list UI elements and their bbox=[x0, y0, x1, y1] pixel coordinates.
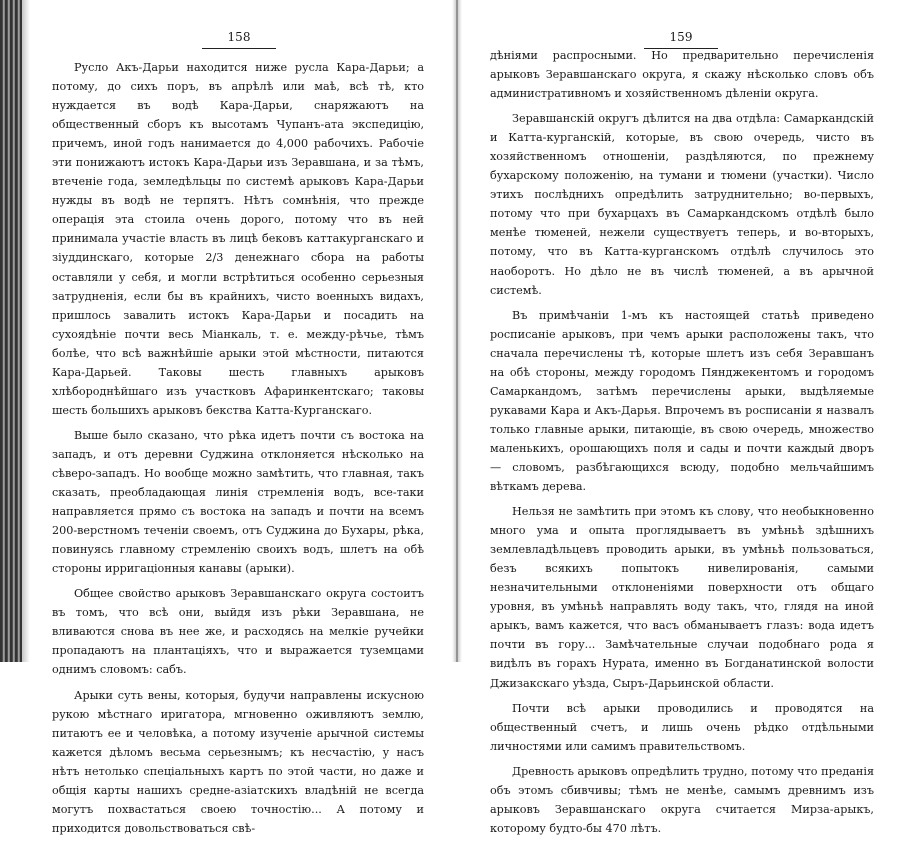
paragraph: дѣніями распросными. Но предварительно перечисленія арыковъ Зеравшанскаго округа, я скажу нѣсколько словъ объ административномъ и хозяйственномъ дѣленіи округа. bbox=[490, 49, 874, 101]
paragraph: Арыки суть вены, которыя, будучи направлены искусною рукою мѣстнаго иригатора, мгновенно оживляютъ землю, питаютъ ее и человѣка, а потому изученіе арычной системы кажется дѣломъ весьма серьезнымъ; къ несчастію, у насъ нѣтъ нетолько спеціальныхъ картъ по этой части, но даже и общія карты нашихъ средне-азіатскихъ владѣній не всегда могутъ похвастаться своею точностію... А потому и приходится довольствоваться свѣ- bbox=[52, 688, 424, 835]
paragraph: Въ примѣчаніи 1-мъ къ настоящей статьѣ приведено росписаніе арыковъ, при чемъ арыки расположены такъ, что сначала перечислены тѣ, которые шлетъ изъ себя Зеравшанъ на обѣ стороны, между городомъ Пянджекентомъ и городомъ Самаркандомъ, затѣмъ перечислены арыки, выдѣляемые рукавами Кара и Акъ-Дарья. Впрочемъ въ росписаніи я назвалъ только главные арыки, питающіе, въ свою очередь, множество маленькихъ, орошающихъ поля и сады и почти каждый дворъ — словомъ, разбѣгающихся всюду, подобно мельчайшимъ вѣткамъ дерева. bbox=[490, 308, 874, 494]
paragraph: Древность арыковъ опредѣлить трудно, потому что преданія объ этомъ сбивчивы; тѣмъ не менѣе, самымъ древнимъ изъ арыковъ Зеравшанскаго округа считается Мирза-арыкъ, которому будто-бы 470 лѣтъ. bbox=[490, 764, 874, 835]
page-number: 158 bbox=[214, 30, 264, 46]
page-body bbox=[490, 46, 874, 844]
book-gutter bbox=[452, 0, 462, 662]
page-number: 159 bbox=[656, 30, 706, 46]
left-page bbox=[38, 0, 440, 835]
paragraph: Русло Акъ-Дарьи находится ниже русла Кара-Дарьи; а потому, до сихъ поръ, въ апрѣлѣ или маѣ, всѣ тѣ, кто нуждается въ водѣ Кара-Дарьи, снаряжаютъ на общественный сборъ къ высотамъ Чупанъ-ата экспедицію, причемъ, иной годъ нанимается до 4,000 рабочихъ. Рабочіе эти понижаютъ истокъ Кара-Дарьи изъ Зеравшана, и за тѣмъ, втеченіе года, земледѣльцы по системѣ арыковъ Кара-Дарьи нужды въ водѣ не терпятъ. Нѣтъ сомнѣнія, что прежде операція эта стоила очень дорого, потому что въ ней принимала участіе власть въ лицѣ бековъ каттакурганскаго и зіуддинскаго, которые 2/3 денежнаго сбора на работы оставляли у себя, и могли встрѣтиться особенно серьезныя затрудненія, если бы въ крайнихъ, чисто военныхъ видахъ, пришлось завалить истокъ Кара-Дарьи и посадить на сухоядѣніе почти весь Міанкаль, т. е. между-рѣчье, тѣмъ болѣе, что всѣ важнѣйшіе арыки этой мѣстности, питаются Кара-Дарьей. Таковы шесть главныхъ арыковъ хлѣбороднѣйшаго изъ участковъ Афаринкентскаго; таковы шесть большихъ арыковъ бекства Катта-Курганскаго. bbox=[52, 61, 424, 417]
paragraph: Выше было сказано, что рѣка идетъ почти съ востока на западъ, и отъ деревни Суджина отклоняется нѣсколько на сѣверо-западъ. Но вообще можно замѣтить, что главная, такъ сказать, преобладающая линія стремленія водъ, все-таки направляется прямо съ востока на западъ и почти на всемъ 200-верстномъ теченіи своемъ, отъ Суджина до Бухары, рѣка, повинуясь главному стремленію своихъ водъ, шлетъ на обѣ стороны ирригаціонныя канавы (арыки). bbox=[52, 428, 424, 576]
paragraph: Нельзя не замѣтить при этомъ къ слову, что необыкновенно много ума и опыта проглядываетъ въ умѣньѣ здѣшнихъ землевладѣльцевъ проводить арыки, въ умѣньѣ пользоваться, безъ всякихъ попытокъ нивелированія, самыми незначительными отклоненіями поверхности отъ общаго уровня, въ умѣньѣ направлять воду такъ, что, глядя на иной арыкъ, вамъ кажется, что васъ обманываетъ глазъ: вода идетъ почти въ гору... Замѣчательные случаи подобнаго рода я видѣлъ въ горахъ Нурата, именно въ Богданатинской волости Джизакскаго уѣзда, Сыръ-Дарьинской области. bbox=[490, 505, 874, 690]
page-body bbox=[52, 58, 424, 844]
paragraph: Общее свойство арыковъ Зеравшанскаго округа состоитъ въ томъ, что всѣ они, выйдя изъ рѣки Зеравшана, не вливаются снова въ нее же, и расходясь на мелкіе ручейки пропадаютъ на плантаціяхъ, что и выражается туземцами однимъ словомъ: сабъ. bbox=[52, 587, 424, 677]
paragraph: Почти всѣ арыки проводились и проводятся на общественный счетъ, и лишь очень рѣдко отдѣльными личностями или самимъ правительствомъ. bbox=[490, 701, 874, 753]
paragraph: Зеравшанскій округъ дѣлится на два отдѣла: Самаркандскій и Катта-курганскій, которые, въ свою очередь, чисто въ хозяйственномъ отношеніи, раздѣляются, по прежнему бухарскому положенію, на тумани и тюмени (участки). Число этихъ послѣднихъ опредѣлить затруднительно; во-первыхъ, потому что при бухарцахъ въ Самаркандскомъ отдѣлѣ было менѣе тюменей, нежели существуетъ теперь, и во-вторыхъ, потому, что въ Катта-курганскомъ отдѣлѣ случилось это наоборотъ. Но дѣло не въ числѣ тюменей, а въ арычной системѣ. bbox=[490, 112, 874, 297]
page-edge-stack bbox=[0, 0, 22, 662]
right-page bbox=[476, 0, 888, 835]
